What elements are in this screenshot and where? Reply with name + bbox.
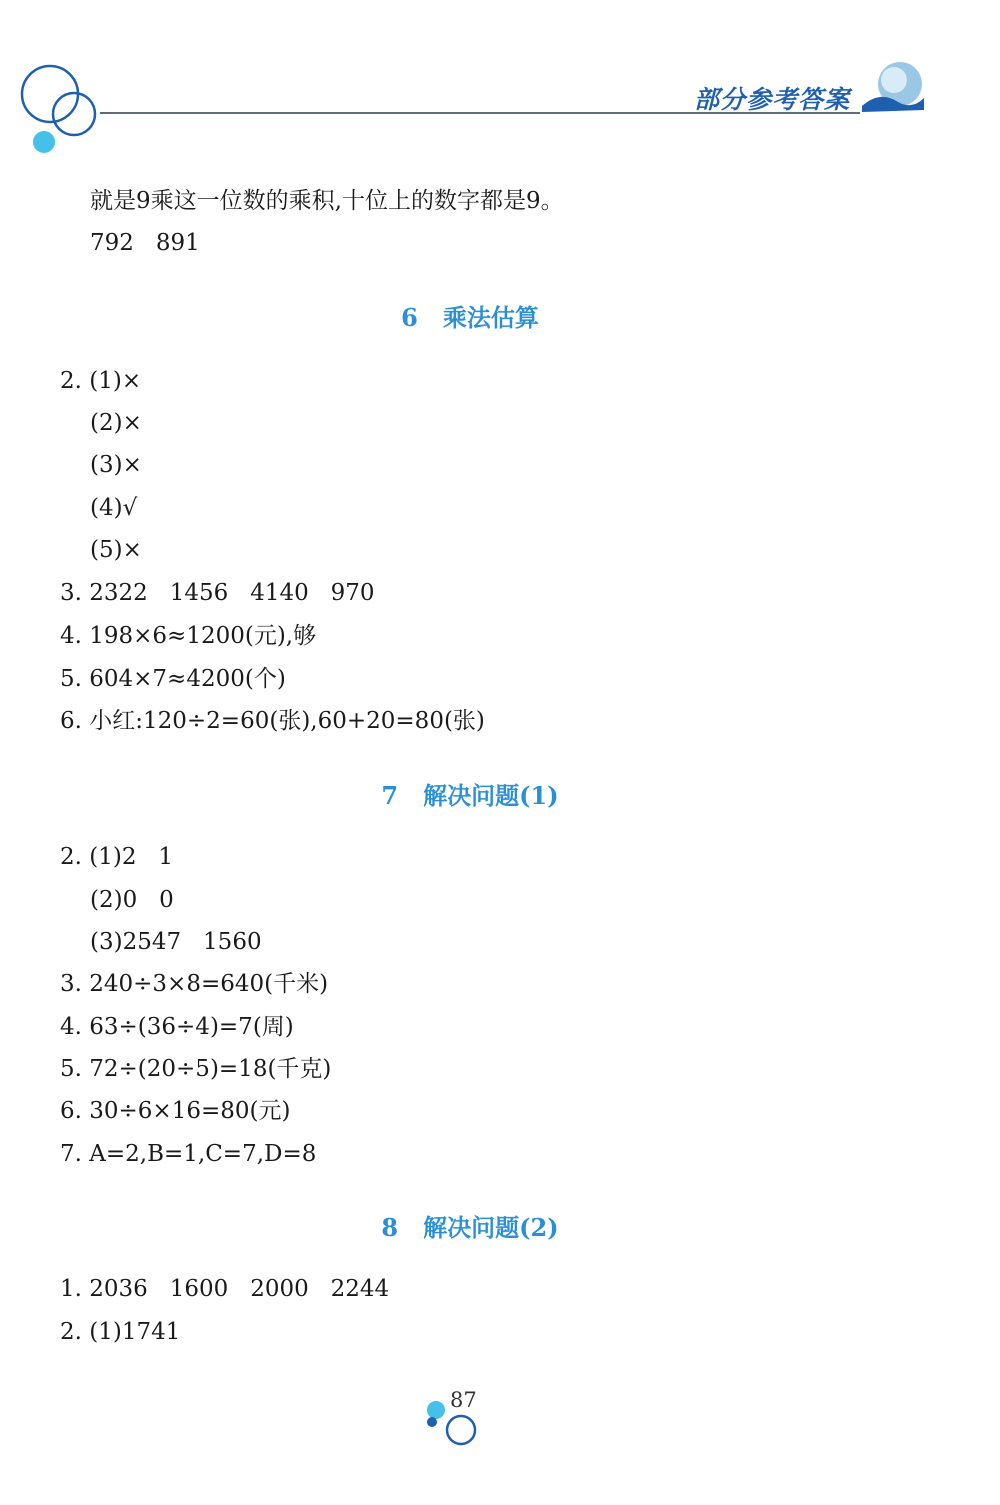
answer-line: 2. (1)× — [60, 368, 142, 394]
header-title: 部分参考答案 — [693, 85, 850, 114]
answer-line: (5)× — [90, 537, 142, 563]
header-logo-icon — [858, 58, 928, 114]
answer-line: 1. 2036 1600 2000 2244 — [60, 1276, 390, 1302]
answer-line: 3. 2322 1456 4140 970 — [60, 580, 375, 606]
text-line: 792 891 — [90, 230, 200, 256]
answer-line: 2. (1)1741 — [60, 1319, 181, 1345]
answer-line: (4)√ — [90, 495, 138, 521]
section-title: 8 解决问题(2) — [381, 1213, 559, 1242]
answer-line: (2)0 0 — [90, 887, 174, 913]
answer-line: 4. 198×6≈1200(元),够 — [60, 623, 317, 649]
text-line: 就是9乘这一位数的乘积,十位上的数字都是9。 — [90, 188, 564, 214]
answer-line: 2. (1)2 1 — [60, 844, 174, 870]
answer-line: (3)× — [90, 452, 142, 478]
answer-line: 3. 240÷3×8=640(千米) — [60, 971, 329, 997]
answer-line: 6. 30÷6×16=80(元) — [60, 1098, 291, 1124]
answer-line: 4. 63÷(36÷4)=7(周) — [60, 1014, 294, 1040]
page-number: 87 — [450, 1388, 477, 1412]
footer-circles-decoration — [420, 1396, 484, 1448]
answer-line: 6. 小红:120÷2=60(张),60+20=80(张) — [60, 708, 485, 734]
answer-line: 5. 604×7≈4200(个) — [60, 666, 286, 692]
section-title: 6 乘法估算 — [401, 303, 539, 332]
answer-line: (2)× — [90, 410, 142, 436]
answer-line: 7. A=2,B=1,C=7,D=8 — [60, 1141, 317, 1167]
header-circles-decoration — [14, 60, 110, 160]
section-title: 7 解决问题(1) — [381, 781, 559, 810]
answer-line: (3)2547 1560 — [90, 929, 262, 955]
answer-line: 5. 72÷(20÷5)=18(千克) — [60, 1056, 332, 1082]
